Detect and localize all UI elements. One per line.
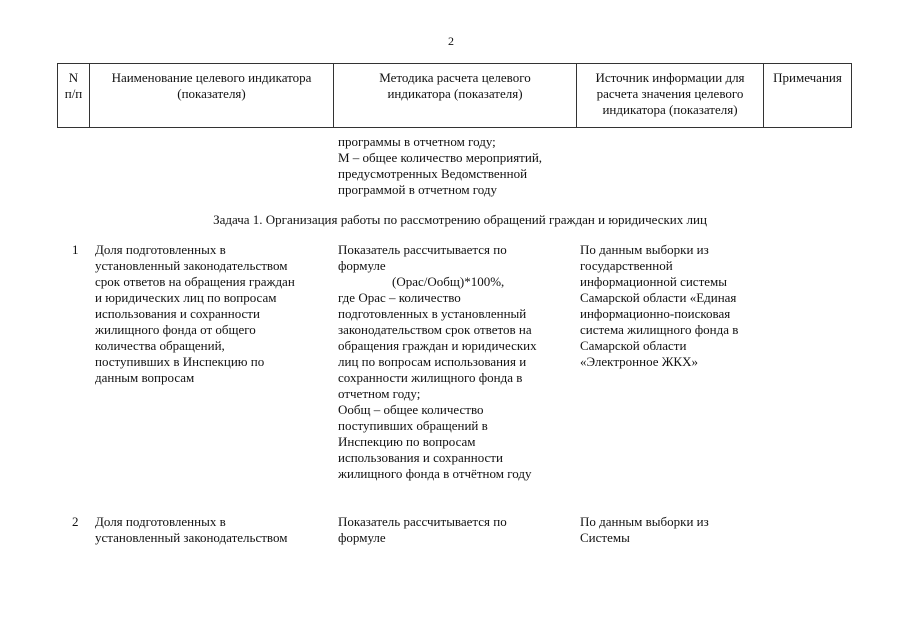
header-divider (851, 63, 852, 128)
header-col-method: Методика расчета целевого индикатора (показателя) (379, 70, 531, 101)
header-top-border (57, 63, 852, 64)
indicator-name: Доля подготовленных в установленный законодательством (95, 514, 288, 545)
method-continuation: программы в отчетном году; М – общее количество мероприятий, предусмотренных Ведомственной программой в отчетном году (338, 134, 543, 197)
header-bottom-border (57, 127, 852, 128)
information-source: По данным выборки из государственной информационной системы Самарской области «Единая информационно-поисковая система жилищного фонда в Самарской области «Электронное ЖКХ» (580, 242, 739, 369)
header-col-indicator-name: Наименование целевого индикатора (показателя) (111, 70, 312, 101)
calculation-method: Показатель рассчитывается по формуле (Орас/Ообщ)*100%, где Орас – количество подготовленных в установленный законодательством срок ответов на обращения граждан и юридических лиц по вопросам использования и сохранности жилищного фонда в отчетном году; Ообщ – общее количество поступивших обращений в Инспекцию по вопросам использования и сохранности жилищного фонда в отчётном году (338, 242, 576, 482)
indicator-name: Доля подготовленных в установленный законодательством срок ответов на обращения граждан и юридических лиц по вопросам использования и сохранности жилищного фонда от общего количества обращений, поступивших в Инспекцию по данным вопросам (95, 242, 295, 385)
page-number: 2 (448, 34, 454, 48)
calculation-method: Показатель рассчитывается по формуле (338, 514, 507, 545)
row-number: 2 (72, 514, 79, 529)
header-col-source: Источник информации для расчета значения целевого индикатора (показателя) (595, 70, 745, 117)
header-col-notes: Примечания (773, 70, 842, 85)
row-number: 1 (72, 242, 79, 257)
task-heading: Задача 1. Организация работы по рассмотрению обращений граждан и юридических лиц (213, 212, 707, 227)
formula: (Орас/Ообщ)*100%, (392, 274, 505, 289)
information-source: По данным выборки из Системы (580, 514, 709, 545)
header-col-number: N п/п (64, 70, 83, 101)
